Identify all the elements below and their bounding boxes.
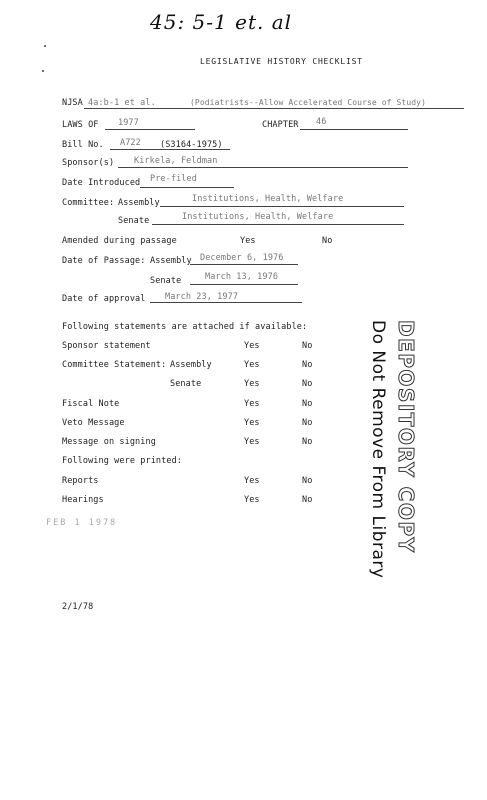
chapter-underline [300, 129, 408, 130]
row-label: Fiscal Note [62, 399, 120, 409]
row-yes: Yes [244, 437, 260, 447]
njsa-value: 4a:b-1 et al. [88, 98, 156, 108]
passage-assembly-value: December 6, 1976 [200, 253, 284, 263]
laws-of-underline [105, 129, 195, 130]
handwritten-header: 45: 5-1 et. al [150, 10, 293, 34]
row-sub-label: Assembly [170, 360, 212, 370]
committee-senate-underline [152, 224, 404, 225]
chapter-label: CHAPTER [262, 120, 299, 130]
approval-value: March 23, 1977 [165, 292, 239, 302]
row-no: No [302, 360, 313, 370]
committee-assembly-underline [160, 206, 404, 207]
row-no: No [302, 437, 313, 447]
committee-senate-label: Senate [118, 216, 150, 226]
row-label: Veto Message [62, 418, 125, 428]
bill-no-label: Bill No. [62, 140, 104, 150]
row-sub-label: Senate [170, 379, 202, 389]
amended-yes: Yes [240, 236, 256, 246]
row-no: No [302, 341, 313, 351]
date-introduced-underline [140, 187, 234, 188]
passage-assembly-underline [190, 264, 298, 265]
page-title: LEGISLATIVE HISTORY CHECKLIST [200, 57, 363, 66]
passage-senate-underline [190, 284, 298, 285]
printed-row-no: No [302, 476, 313, 486]
printed-row-label: Hearings [62, 495, 104, 505]
sponsors-label: Sponsor(s) [62, 158, 115, 168]
footer-date: 2/1/78 [62, 602, 94, 612]
row-no: No [302, 379, 313, 389]
row-label: Committee Statement: [62, 360, 167, 370]
row-yes: Yes [244, 360, 260, 370]
attached-heading: Following statements are attached if available: [62, 322, 308, 332]
committee-assembly-value: Institutions, Health, Welfare [192, 194, 344, 204]
njsa-description: (Podiatrists--Allow Accelerated Course of Study) [190, 98, 426, 107]
passage-senate-value: March 13, 1976 [205, 272, 279, 282]
printed-row-no: No [302, 495, 313, 505]
passage-assembly-label: Assembly [150, 256, 192, 266]
sponsors-value: Kirkela, Feldman [134, 156, 218, 166]
row-yes: Yes [244, 379, 260, 389]
row-yes: Yes [244, 418, 260, 428]
approval-underline [150, 302, 302, 303]
scan-speck [42, 70, 44, 72]
row-label: Sponsor statement [62, 341, 151, 351]
committee-assembly-label: Assembly [118, 198, 160, 208]
laws-of-label: LAWS OF [62, 120, 99, 130]
amended-no: No [322, 236, 333, 246]
njsa-underline [84, 108, 464, 109]
committee-senate-value: Institutions, Health, Welfare [182, 212, 334, 222]
sponsors-underline [118, 167, 408, 168]
laws-of-value: 1977 [118, 118, 139, 128]
bill-no-underline [110, 149, 230, 150]
passage-label: Date of Passage: [62, 256, 146, 266]
row-no: No [302, 418, 313, 428]
committee-label: Committee: [62, 198, 115, 208]
row-label: Message on signing [62, 437, 156, 447]
scan-speck [44, 45, 46, 47]
bill-no-value: A722 [120, 138, 141, 148]
chapter-value: 46 [316, 117, 327, 127]
row-yes: Yes [244, 341, 260, 351]
amended-label: Amended during passage [62, 236, 177, 246]
row-yes: Yes [244, 399, 260, 409]
passage-senate-label: Senate [150, 276, 182, 286]
depository-copy-stamp: DEPOSITORY COPY [394, 320, 418, 554]
printed-row-label: Reports [62, 476, 99, 486]
printed-row-yes: Yes [244, 495, 260, 505]
do-not-remove-stamp: Do Not Remove From Library [368, 320, 388, 579]
njsa-label: NJSA [62, 98, 83, 108]
printed-row-yes: Yes [244, 476, 260, 486]
date-introduced-label: Date Introduced [62, 178, 141, 188]
approval-label: Date of approval [62, 294, 146, 304]
received-stamp: FEB 1 1978 [46, 518, 118, 528]
date-introduced-value: Pre-filed [150, 174, 197, 184]
printed-heading: Following were printed: [62, 456, 183, 466]
row-no: No [302, 399, 313, 409]
bill-no-related: (S3164-1975) [160, 140, 223, 150]
